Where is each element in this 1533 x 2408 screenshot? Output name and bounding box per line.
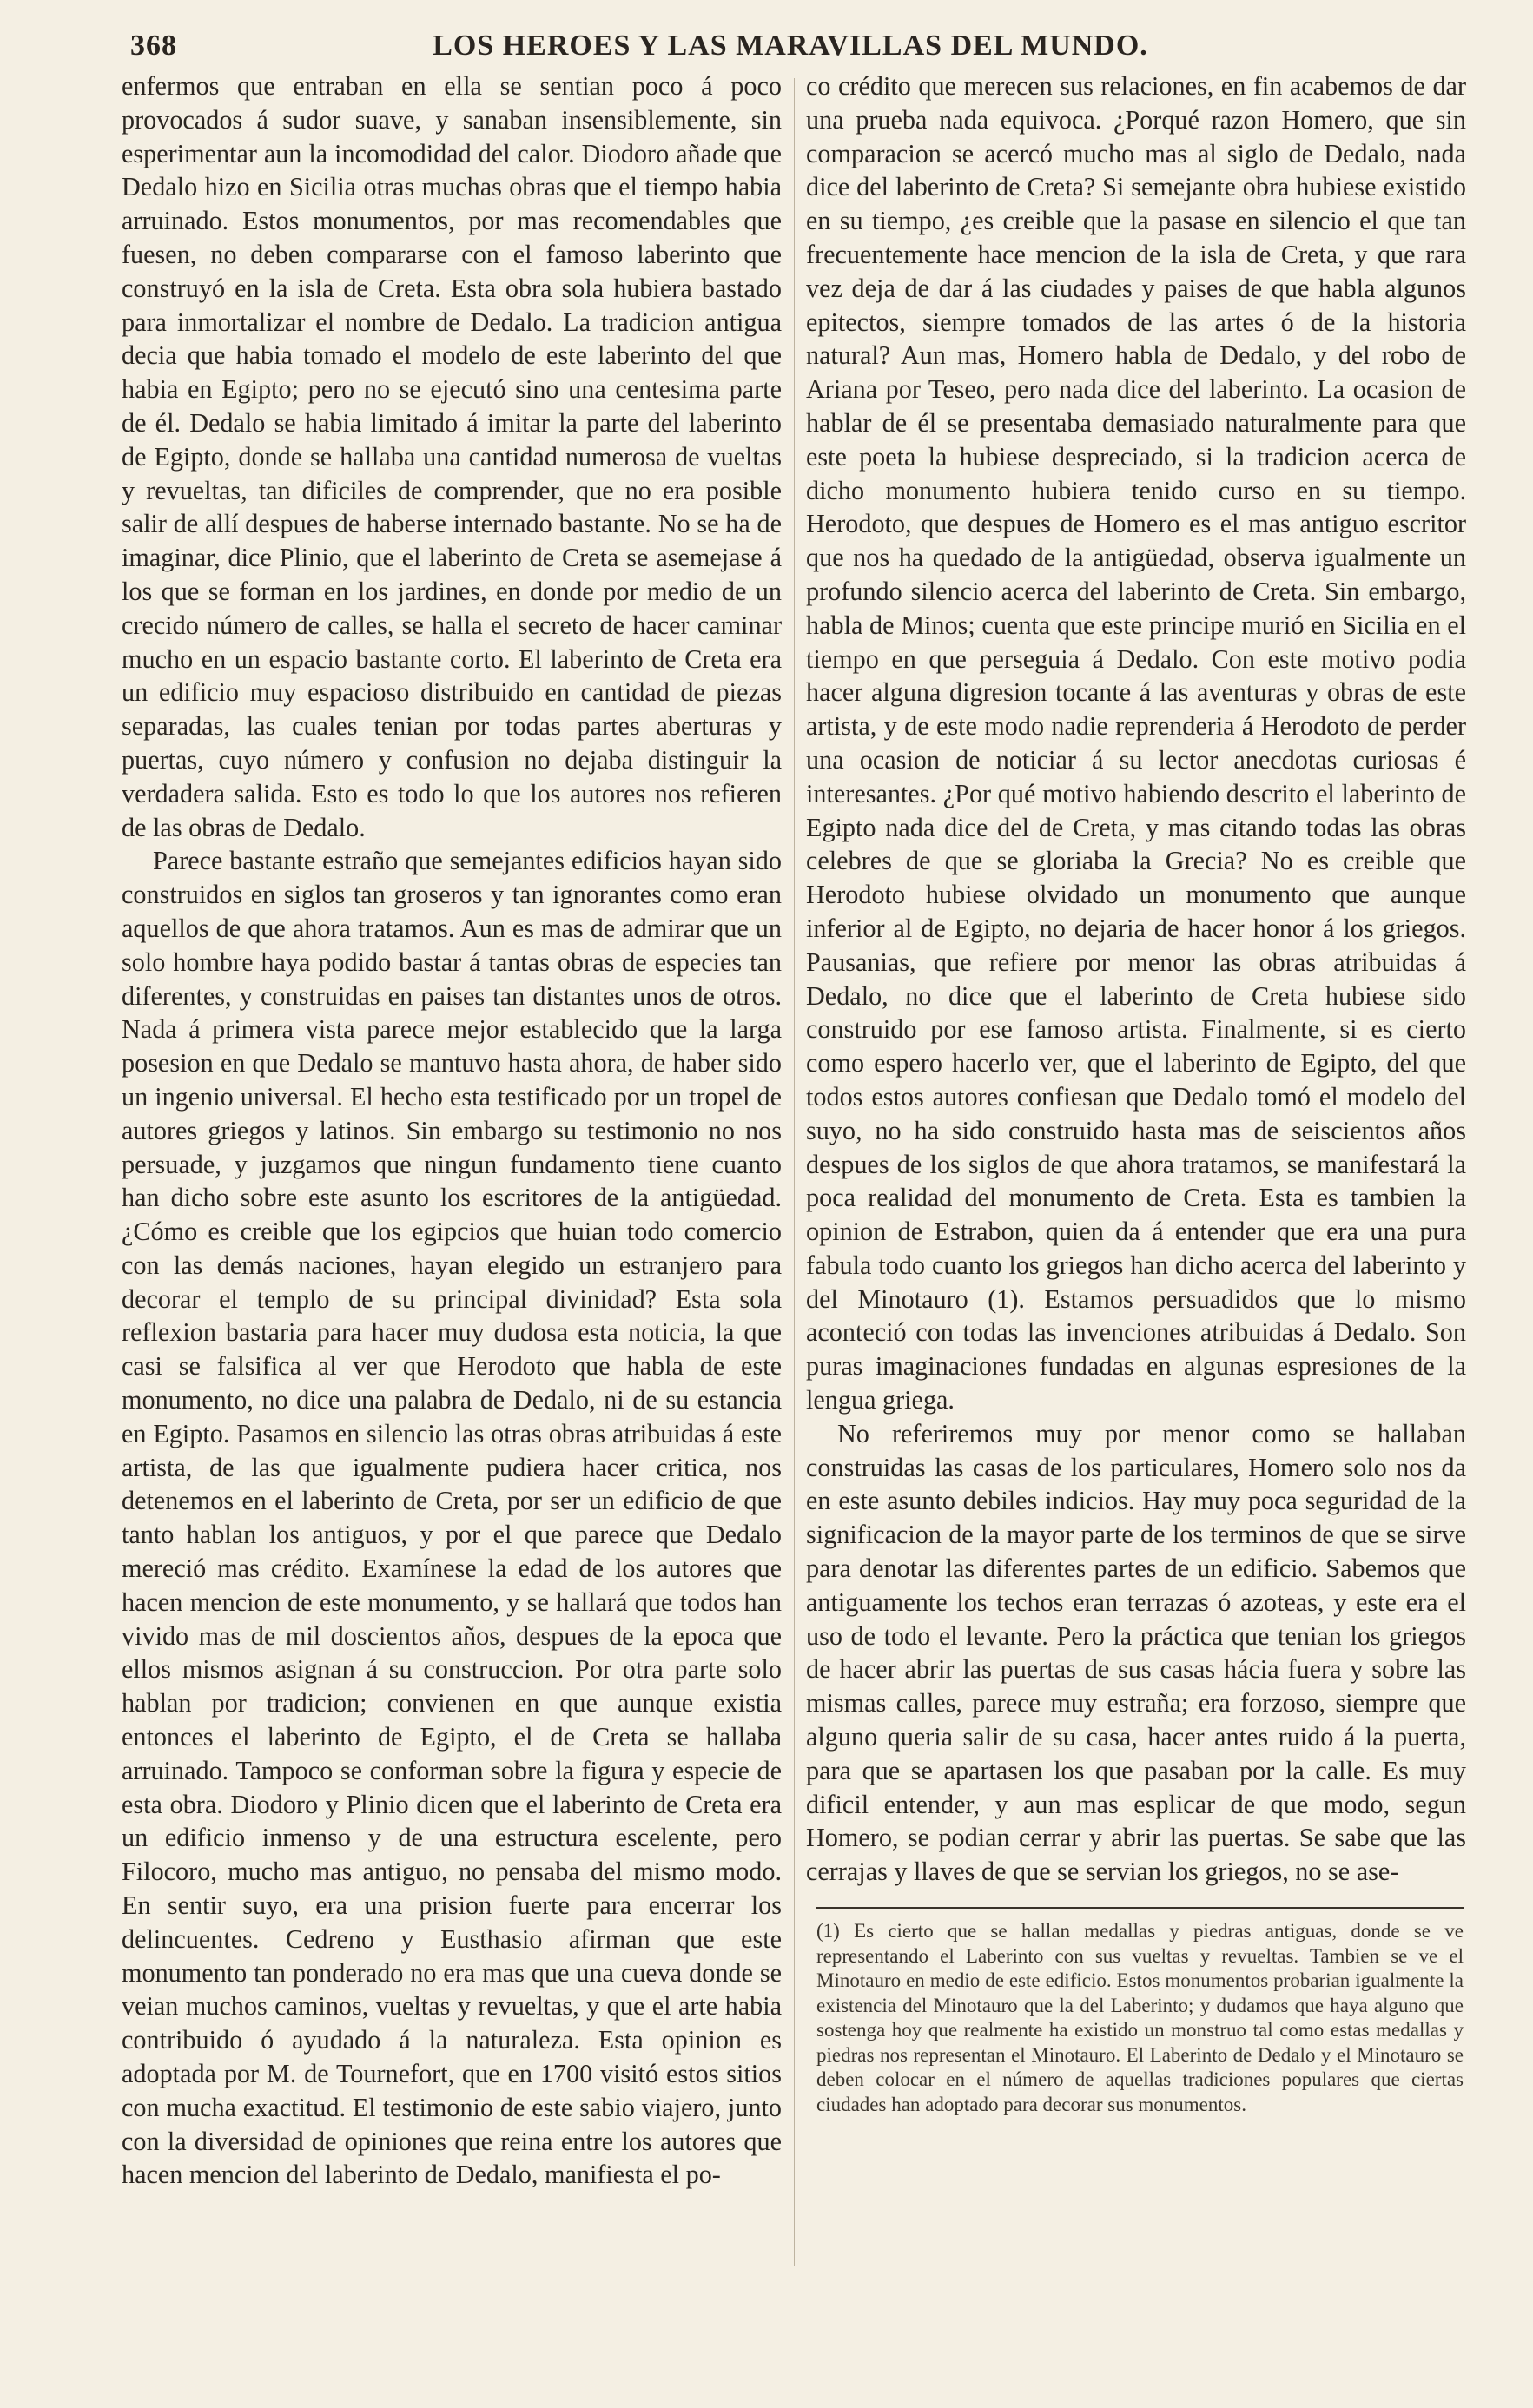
footnote-rule <box>816 1907 1464 1909</box>
running-title: LOS HEROES Y LAS MARAVILLAS DEL MUNDO. <box>433 30 1148 62</box>
footnote: (1) Es cierto que se hallan medallas y piedras antiguas, donde se ve representando el Laberinto con sus vueltas y revueltas. Tambien se ve el Minotauro en medio de este edificio. Estos monumentos probarian igualmente la existencia del Minotauro que la del Laberinto; y dudamos que haya alguno que sostenga hoy que realmente ha existido un monstruo tal como estas medallas y piedras nos representan el Minotauro. El Laberinto de Dedalo y el Minotauro se deben colocar en el número de aquellas tradiciones populares que ciertas ciudades han adoptado para decorar sus monumentos. <box>816 1920 1464 2115</box>
right-column <box>806 69 1466 1889</box>
paragraph: co crédito que merecen sus relaciones, en fin acabemos de dar una prueba nada equivoca. ¿Porqué razon Homero, que sin comparacion se acercó mucho mas al siglo de Dedalo, nada dice del laberinto de Creta? Si semejante obra hubiese existido en su tiempo, ¿es creible que la pasase en silencio el que tan frecuentemente hace mencion de la isla de Creta, y que rara vez deja de dar á las ciudades y paises de que habla algunos epitectos, siempre tomados de las artes ó de la historia natural? Aun mas, Homero habla de Dedalo, y del robo de Ariana por Teseo, pero nada dice del laberinto. La ocasion de hablar de él se presentaba demasiado naturalmente para que este poeta la hubiese despreciado, si la tradicion acerca de dicho monumento hubiera tenido curso en su tiempo. Herodoto, que despues de Homero es el mas antiguo escritor que nos ha quedado de la antigüedad, observa igualmente un profundo silencio acerca del laberinto de Creta. Sin embargo, habla de Minos; cuenta que este principe murió en Sicilia en el tiempo en que perseguia á Dedalo. Con este motivo podia hacer alguna digresion tocante á las aventuras y obras de este artista, y de este modo nadie reprenderia á Herodoto de perder una ocasion de noticiar á su lector anecdotas curiosas é interesantes. ¿Por qué motivo habiendo descrito el laberinto de Egipto nada dice del de Creta, y mas citando todas las obras celebres de que se gloriaba la Grecia? No es creible que Herodoto hubiese olvidado un monumento que aunque inferior al de Egipto, no dejaria de hacer honor á los griegos. Pausanias, que refiere por menor las obras atribuidas á Dedalo, no dice que el laberinto de Creta hubiese sido construido por ese famoso artista. Finalmente, si es cierto como espero hacerlo ver, que el laberinto de Egipto, del que todos estos autores confiesan que Dedalo tomó el modelo del suyo, no ha sido construido hasta mas de seiscientos años despues de los siglos de que ahora tratamos, se manifestará la poca realidad del monumento de Creta. Esta es tambien la opinion de Estrabon, quien da á entender que era una pura fabula todo cuanto los griegos han dicho acerca del laberinto y del Minotauro (1). Estamos persuadidos que lo mismo aconteció con todas las invenciones atribuidas á Dedalo. Son puras imaginaciones fundadas en algunas espresiones de la lengua griega. <box>806 71 1466 1415</box>
page-number: 368 <box>130 30 177 62</box>
left-column <box>122 69 782 2192</box>
column-divider <box>794 78 795 2266</box>
paragraph: No referiremos muy por menor como se hallaban construidas las casas de los particulares, Homero solo nos da en este asunto debiles indicios. Hay muy poca seguridad de la significacion de la mayor parte de los terminos de que se sirve para denotar las diferentes partes de un edificio. Sabemos que antiguamente los techos eran terrazas ó azoteas, y este era el uso de todo el levante. Pero la práctica que tenian los griegos de hacer abrir las puertas de sus casas hácia fuera y sobre las mismas calles, parece muy estraña; era forzoso, siempre que alguno queria salir de su casa, hacer antes ruido á la puerta, para que se apartasen los que pasaban por la calle. Es muy dificil entender, y aun mas esplicar de que modo, segun Homero, se podian cerrar y abrir las puertas. Se sabe que las cerrajas y llaves de que se servian los griegos, no se ase- <box>806 1418 1466 1887</box>
paragraph: enfermos que entraban en ella se sentian poco á poco provocados á sudor suave, y sanaban insensiblemente, sin esperimentar aun la incomodidad del calor. Diodoro añade que Dedalo hizo en Sicilia otras muchas obras que el tiempo habia arruinado. Estos monumentos, por mas recomendables que fuesen, no deben compararse con el famoso laberinto que construyó en la isla de Creta. Esta obra sola hubiera bastado para inmortalizar el nombre de Dedalo. La tradicion antigua decia que habia tomado el modelo de este laberinto del que habia en Egipto; pero no se ejecutó sino una centesima parte de él. Dedalo se habia limitado á imitar la parte del laberinto de Egipto, donde se hallaba una cantidad numerosa de vueltas y revueltas, tan dificiles de comprender, que no era posible salir de allí despues de haberse internado bastante. No se ha de imaginar, dice Plinio, que el laberinto de Creta se asemejase á los que se forman en los jardines, en donde por medio de un crecido número de calles, se halla el secreto de hacer caminar mucho en un espacio bastante corto. El laberinto de Creta era un edificio muy espacioso distribuido en cantidad de piezas separadas, las cuales tenian por todas partes aberturas y puertas, cuyo número y confusion no dejaba distinguir la verdadera salida. Esto es todo lo que los autores nos refieren de las obras de Dedalo. <box>122 71 782 842</box>
paragraph: Parece bastante estraño que semejantes edificios hayan sido construidos en siglos tan groseros y tan ignorantes como eran aquellos de que ahora tratamos. Aun es mas de admirar que un solo hombre haya podido bastar á tantas obras de especies tan diferentes, y construidas en paises tan distantes unos de otros. Nada á primera vista parece mejor establecido que la larga posesion en que Dedalo se mantuvo hasta ahora, de haber sido un ingenio universal. El hecho esta testificado por un tropel de autores griegos y latinos. Sin embargo su testimonio no nos persuade, y juzgamos que ningun fundamento tiene cuanto han dicho sobre este asunto los escritores de la antigüedad. ¿Cómo es creible que los egipcios que huian todo comercio con las demás naciones, hayan elegido un estranjero para decorar el templo de su principal divinidad? Esta sola reflexion bastaria para hacer muy dudosa esta noticia, la que casi se falsifica al ver que Herodoto que habla de este monumento, no dice una palabra de Dedalo, ni de su estancia en Egipto. Pasamos en silencio las otras obras atribuidas á este artista, de las que igualmente pudiera hacer critica, nos detenemos en el laberinto de Creta, por ser un edificio de que tanto hablan los antiguos, y por el que parece que Dedalo mereció mas crédito. Examínese la edad de los autores que hacen mencion de este monumento, y se hallará que todos han vivido mas de mil doscientos años, despues de la epoca que ellos mismos asignan á su construccion. Por otra parte solo hablan por tradicion; convienen en que aunque existia entonces el laberinto de Egipto, el de Creta se hallaba arruinado. Tampoco se conforman sobre la figura y especie de esta obra. Diodoro y Plinio dicen que el laberinto de Creta era un edificio inmenso y de una estructura escelente, pero Filocoro, mucho mas antiguo, no pensaba del mismo modo. En sentir suyo, era una prision fuerte para encerrar los delincuentes. Cedreno y Eusthasio afirman que este monumento tan ponderado no era mas que una cueva donde se veian muchos caminos, vueltas y revueltas, y que el arte habia contribuido ó ayudado á la naturaleza. Esta opinion es adoptada por M. de Tournefort, que en 1700 visitó estos sitios con mucha exactitud. El testimonio de este sabio viajero, junto con la diversidad de opiniones que reina entre los autores que hacen mencion del laberinto de Dedalo, manifiesta el po- <box>122 846 782 2190</box>
page-header <box>130 30 1450 71</box>
